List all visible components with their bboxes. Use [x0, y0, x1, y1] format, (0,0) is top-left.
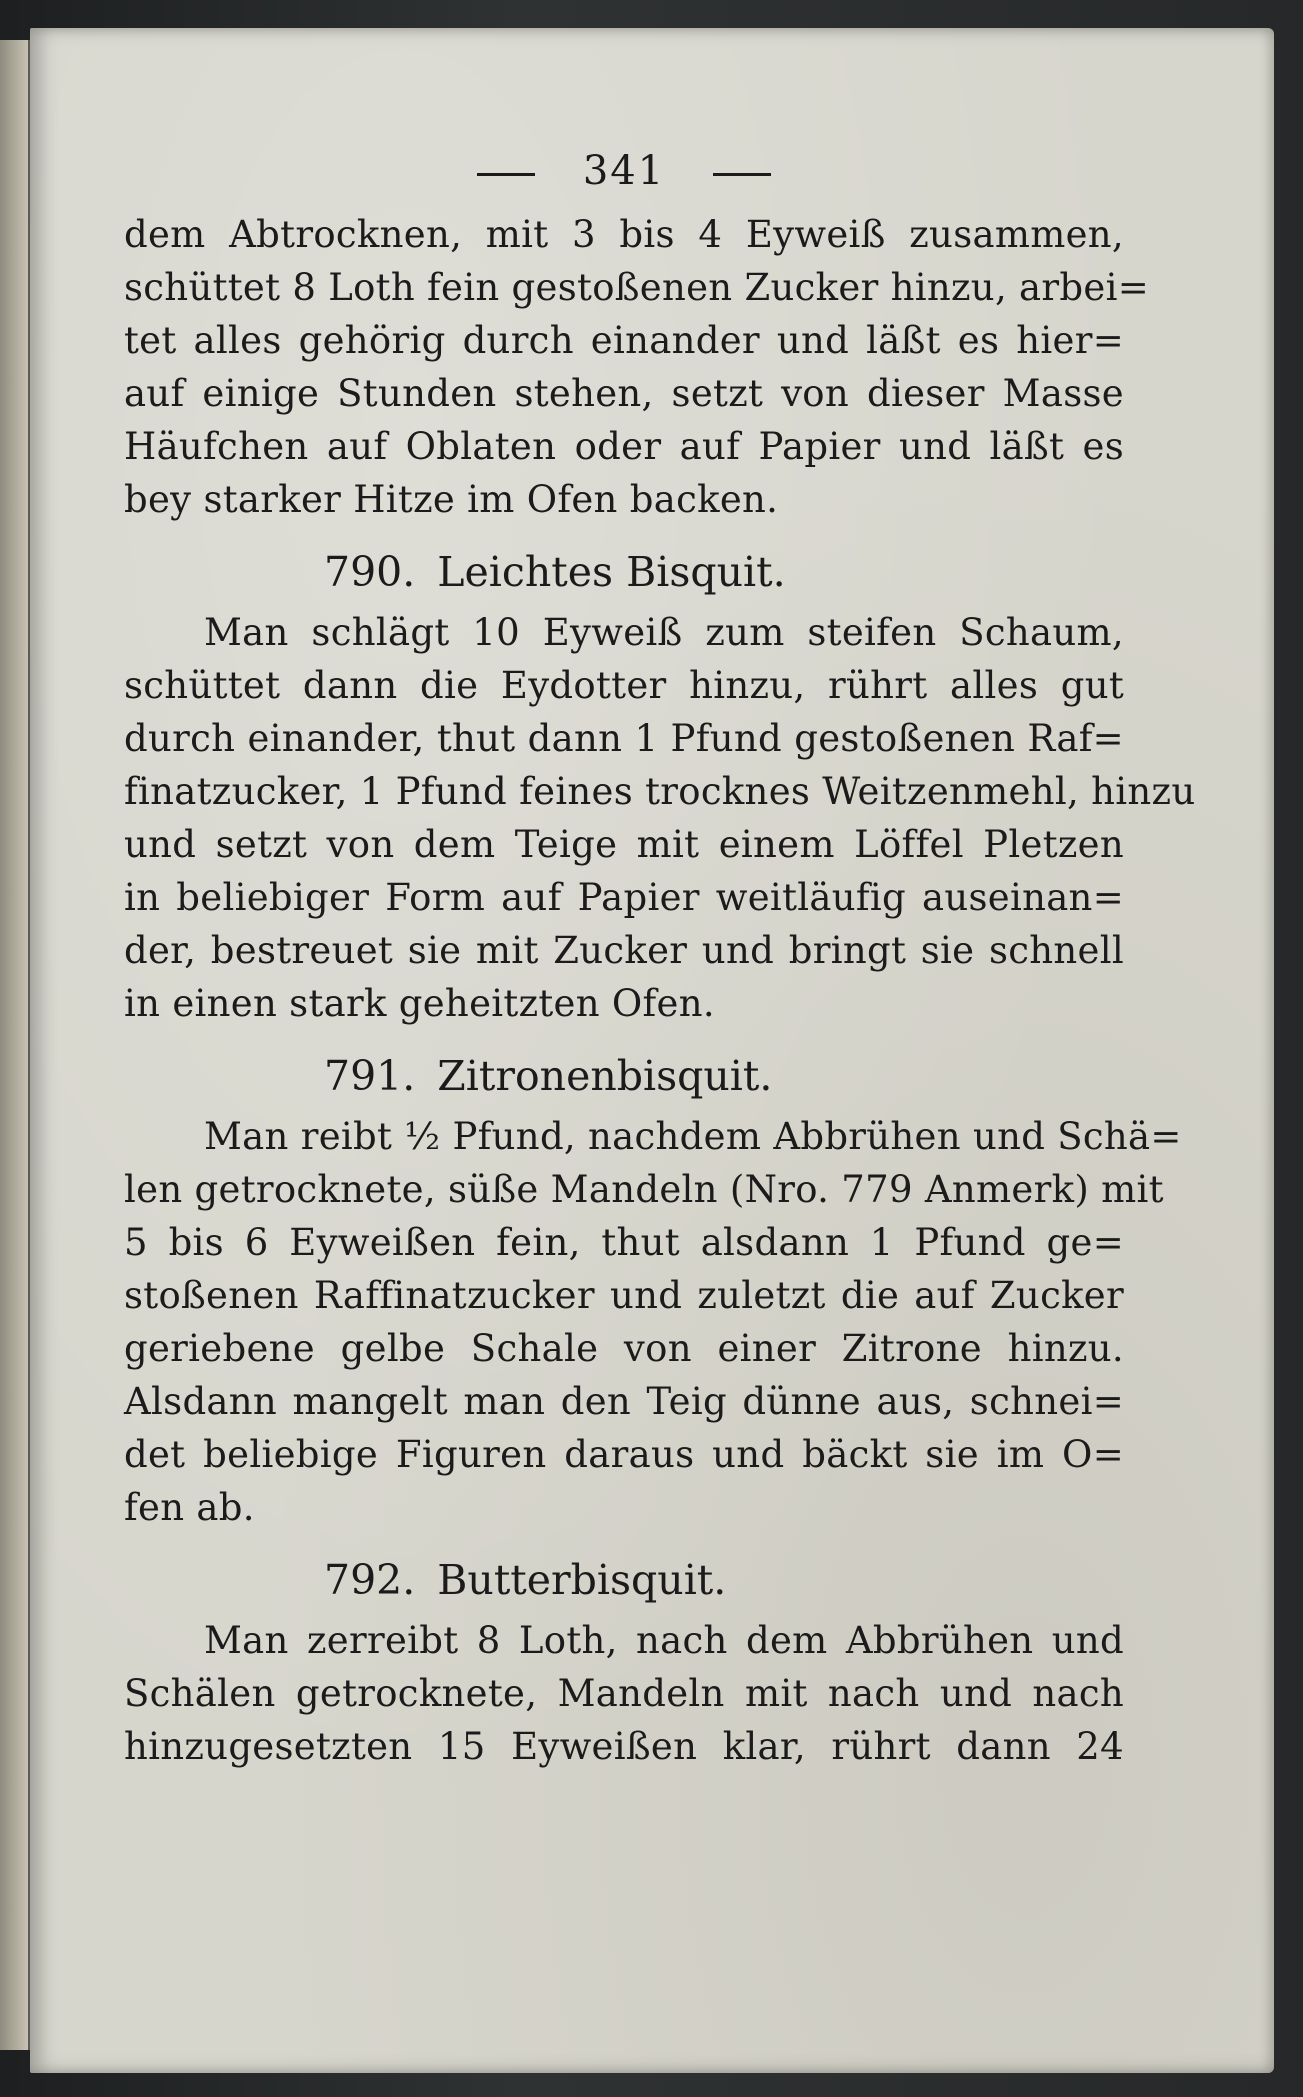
text-line: stoßenen Raffinatzucker und zuletzt die auf Zucker — [124, 1274, 1124, 1317]
text-line: bey starker Hitze im Ofen backen. — [124, 478, 779, 521]
recipe-number: 790. — [324, 548, 416, 596]
text-line: durch einander, thut dann 1 Pfund gestoßenen Raf= — [124, 717, 1124, 760]
recipe-791 — [124, 1046, 1182, 1534]
text-line: 5 bis 6 Eyweißen fein, thut alsdann 1 Pfund ge= — [124, 1221, 1124, 1264]
recipe-heading — [124, 1550, 1124, 1610]
text-line: Man reibt ½ Pfund, nachdem Abbrühen und Schä= — [204, 1115, 1182, 1158]
recipe-title: Leichtes Bisquit. — [437, 548, 786, 596]
text-line: der, bestreuet sie mit Zucker und bringt sie schnell — [124, 929, 1124, 972]
text-line: Man schlägt 10 Eyweiß zum steifen Schaum, — [204, 611, 1124, 654]
recipe-792 — [124, 1550, 1124, 1773]
recipe-number: 791. — [324, 1052, 416, 1100]
text-line: Häufchen auf Oblaten oder auf Papier und läßt es — [124, 425, 1124, 468]
text-line: in beliebiger Form auf Papier weitläufig auseinan= — [124, 876, 1124, 919]
text-line: len getrocknete, süße Mandeln (Nro. 779 Anmerk) mit — [124, 1168, 1164, 1211]
header-dash-right — [713, 173, 771, 176]
text-line: tet alles gehörig durch einander und läßt es hier= — [124, 319, 1124, 362]
recipe-title: Zitronenbisquit. — [437, 1052, 773, 1100]
running-header — [124, 148, 1124, 208]
text-line: fen ab. — [124, 1486, 255, 1529]
page-text — [124, 148, 1196, 1773]
recipe-number: 792. — [324, 1556, 416, 1604]
text-line: in einen stark geheitzten Ofen. — [124, 982, 715, 1025]
continuation-paragraph — [124, 208, 1150, 526]
text-line: und setzt von dem Teige mit einem Löffel Pletzen — [124, 823, 1124, 866]
header-dash-left — [477, 173, 535, 176]
text-line: schüttet 8 Loth fein gestoßenen Zucker hinzu, arbei= — [124, 266, 1150, 309]
recipe-heading — [124, 1046, 1124, 1106]
text-line: Alsdann mangelt man den Teig dünne aus, schnei= — [124, 1380, 1124, 1423]
recipe-title: Butterbisquit. — [437, 1556, 727, 1604]
text-line: auf einige Stunden stehen, setzt von dieser Masse — [124, 372, 1124, 415]
text-line: schüttet dann die Eydotter hinzu, rührt alles gut — [124, 664, 1124, 707]
previous-page-edge — [0, 40, 30, 2050]
text-line: dem Abtrocknen, mit 3 bis 4 Eyweiß zusammen, — [124, 213, 1124, 256]
text-line: finatzucker, 1 Pfund feines trocknes Weitzenmehl, hinzu — [124, 770, 1196, 813]
text-line: hinzugesetzten 15 Eyweißen klar, rührt dann 24 — [124, 1725, 1124, 1768]
recipe-790 — [124, 542, 1196, 1030]
text-line: det beliebige Figuren daraus und bäckt sie im O= — [124, 1433, 1124, 1476]
page-paper — [30, 28, 1274, 2073]
page-number: 341 — [582, 148, 666, 194]
text-line: geriebene gelbe Schale von einer Zitrone hinzu. — [124, 1327, 1124, 1370]
text-line: Schälen getrocknete, Mandeln mit nach und nach — [124, 1672, 1124, 1715]
recipe-heading — [124, 542, 1124, 602]
text-line: Man zerreibt 8 Loth, nach dem Abbrühen und — [204, 1619, 1124, 1662]
